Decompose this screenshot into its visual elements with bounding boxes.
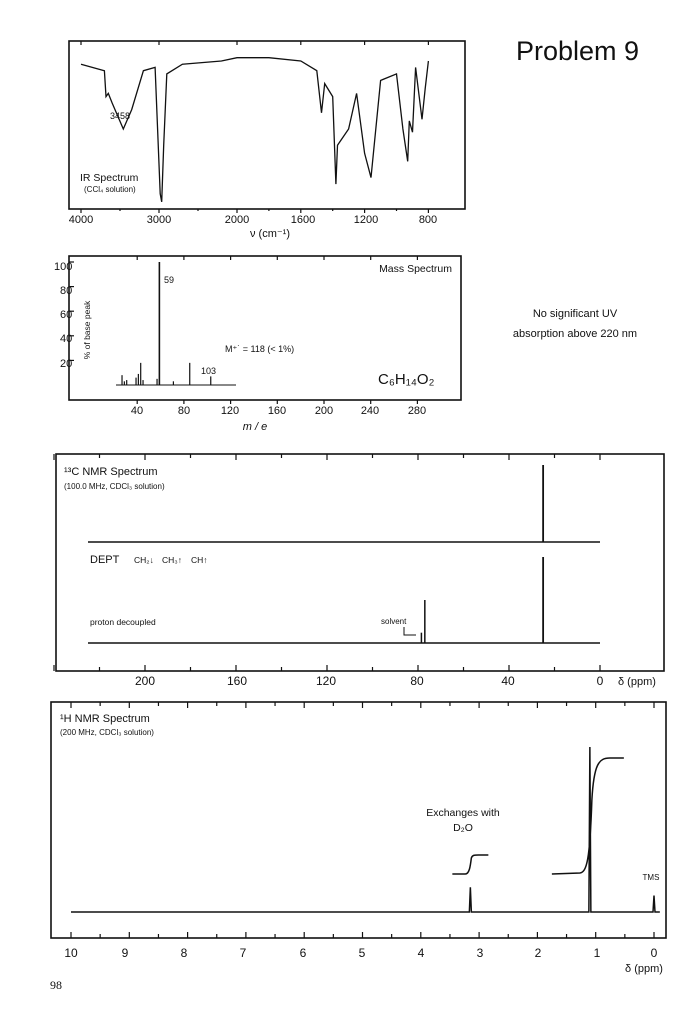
ir-peak-label: 3458 [110, 111, 131, 121]
ir-xtick-label: 4000 [68, 214, 94, 226]
uv-note-line-2: absorption above 220 nm [512, 328, 638, 340]
ms-formula: C₆H₁₄O₂ [378, 371, 435, 388]
c13-xtick-label: 200 [134, 674, 156, 688]
ms-xtick-label: 80 [177, 405, 191, 417]
ms-molecular-ion: M⁺˙ = 118 (< 1%) [225, 344, 295, 354]
h1-nmr-chart [0, 700, 680, 1000]
ms-xtick-label: 40 [130, 405, 144, 417]
c13-title: ¹³C NMR Spectrum [64, 466, 158, 478]
h1-subtitle: (200 MHz, CDCl₃ solution) [60, 728, 154, 737]
ms-xlabel: m / e [242, 421, 268, 433]
uv-note-line-1: No significant UV [532, 308, 618, 320]
h1-xtick-label: 6 [299, 946, 307, 960]
ms-ytick-label: 40 [60, 333, 73, 345]
h1-xtick-label: 4 [417, 946, 425, 960]
h1-xtick-label: 2 [534, 946, 542, 960]
ir-subtitle: (CCl₄ solution) [84, 185, 136, 194]
h1-xtick-label: 3 [476, 946, 484, 960]
h1-integral-oh [452, 855, 488, 874]
ms-xtick-label: 120 [220, 405, 240, 417]
ms-xtick-label: 160 [267, 405, 287, 417]
h1-xtick-label: 7 [239, 946, 247, 960]
h1-xtick-label: 1 [593, 946, 601, 960]
ir-xtick-label: 1200 [353, 214, 379, 226]
page-number: 98 [50, 978, 62, 992]
ms-ytick-label: 80 [60, 285, 73, 297]
c13-xtick-label: 80 [410, 674, 424, 688]
ms-ytick-label: 100 [54, 261, 73, 273]
ms-base-peak-label: 59 [164, 275, 175, 285]
c13-dept-legend-ch: CH↑ [191, 555, 208, 565]
h1-exchange-label-1: Exchanges with [426, 807, 500, 819]
problem-title: Problem 9 [516, 36, 640, 66]
c13-dept-legend-ch2: CH₂↓ [134, 555, 154, 565]
h1-frame [51, 702, 666, 938]
h1-xtick-label: 0 [650, 946, 658, 960]
h1-title: ¹H NMR Spectrum [60, 713, 150, 725]
h1-integral-ch3 [552, 758, 624, 874]
ms-ylabel: % of base peak [82, 300, 92, 360]
h1-xtick-label: 9 [121, 946, 129, 960]
h1-xlabel: δ (ppm) [625, 963, 663, 975]
ir-spectrum-chart [0, 0, 680, 240]
c13-decoupled-label: proton decoupled [90, 617, 156, 627]
ms-peak-103-label: 103 [201, 366, 217, 376]
c13-xtick-label: 160 [226, 674, 248, 688]
h1-exchange-label-2: D₂O [453, 822, 473, 834]
h1-spectrum-trace [71, 747, 660, 912]
ms-xtick-label: 200 [314, 405, 334, 417]
uv-note [500, 304, 650, 344]
ms-title: Mass Spectrum [379, 263, 452, 275]
c13-dept-legend-ch3: CH₃↑ [162, 555, 182, 565]
ir-xtick-label: 1600 [290, 214, 316, 226]
h1-xtick-label: 5 [358, 946, 366, 960]
h1-xtick-label: 8 [180, 946, 188, 960]
ir-xtick-label: 800 [418, 214, 438, 226]
ir-xlabel: ν (cm⁻¹) [249, 228, 291, 240]
c13-dept-label: DEPT [90, 554, 120, 566]
ms-ytick-label: 60 [60, 309, 73, 321]
c13-xtick-label: 0 [596, 674, 604, 688]
c13-xtick-label: 40 [501, 674, 515, 688]
ms-xtick-label: 280 [407, 405, 427, 417]
c13-xtick-label: 120 [315, 674, 337, 688]
ir-xtick-label: 2000 [224, 214, 250, 226]
h1-xtick-label: 10 [64, 946, 78, 960]
c13-xlabel: δ (ppm) [618, 676, 656, 688]
c13-solvent-arrow [404, 627, 416, 635]
ir-title: IR Spectrum [80, 172, 139, 184]
c13-subtitle: (100.0 MHz, CDCl₃ solution) [64, 482, 165, 491]
c13-solvent-label: solvent [381, 617, 407, 626]
ms-ytick-label: 20 [60, 358, 73, 370]
ir-xtick-label: 3000 [146, 214, 172, 226]
h1-tms-label: TMS [642, 873, 660, 882]
c13-nmr-chart [0, 445, 680, 695]
ms-xtick-label: 240 [360, 405, 380, 417]
